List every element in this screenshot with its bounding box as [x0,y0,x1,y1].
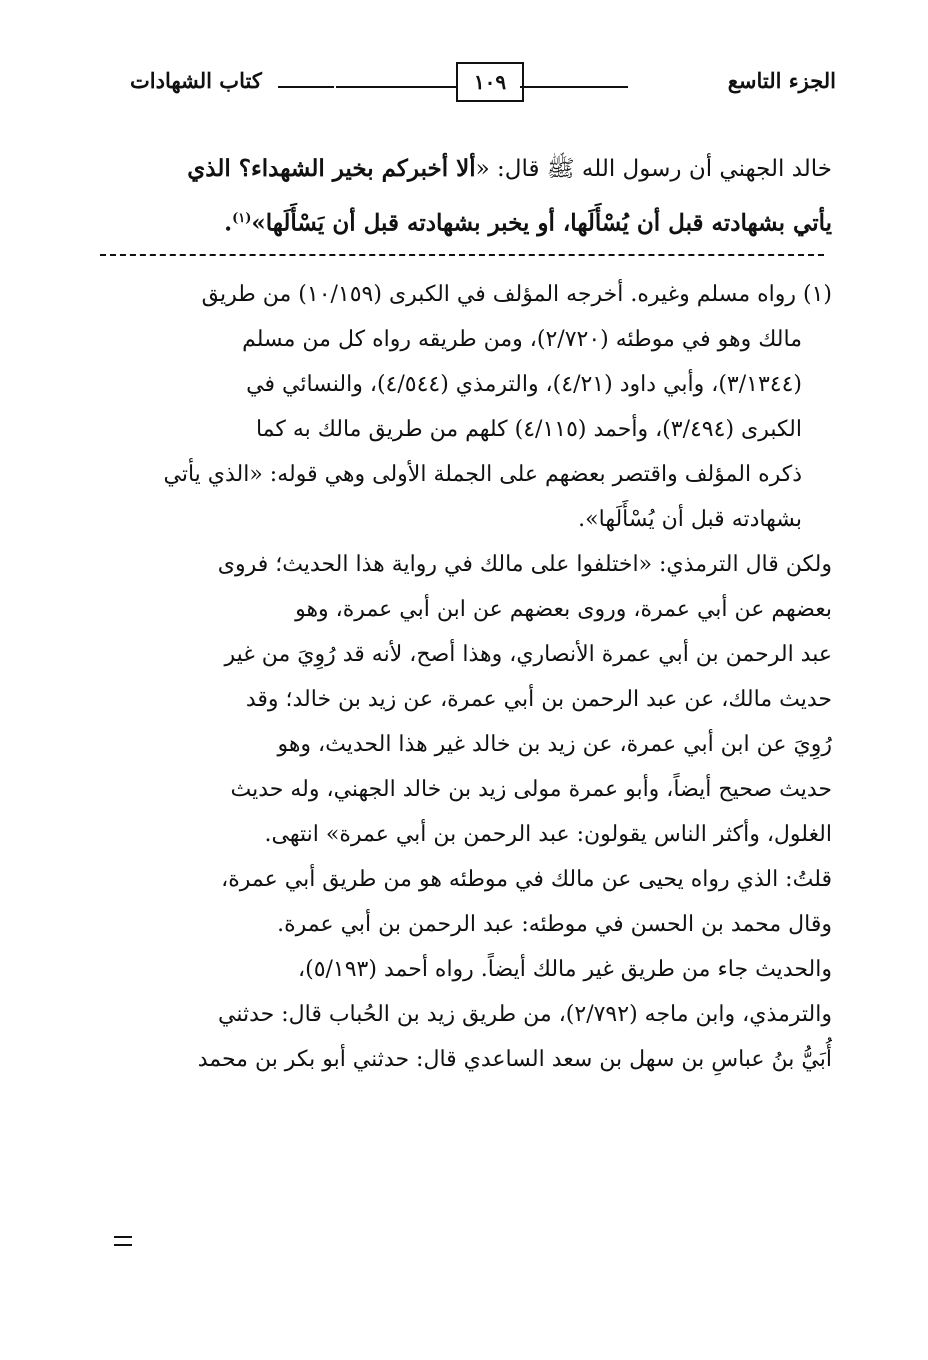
footnote-line: عبد الرحمن بن أبي عمرة الأنصاري، وهذا أصح، لأنه قد رُوِيَ من غير [224,642,832,667]
footnote-line: حديث مالك، عن عبد الرحمن بن أبي عمرة، عن زيد بن خالد؛ وقد [245,687,832,712]
full-stop: . [224,209,233,237]
footnote-line: الغلول، وأكثر الناس يقولون: عبد الرحمن بن أبي عمرة» انتهى. [264,822,832,847]
footnote-line: والحديث جاء من طريق غير مالك أيضاً. رواه أحمد (٥/١٩٣)، [298,957,832,982]
main-text [120,144,832,244]
page-number: ١٠٩ [456,62,524,102]
footnote-line: أُبَيُّ بنُ عباسِ بن سهل بن سعد الساعدي قال: حدثني أبو بكر بن محمد [197,1047,832,1072]
header-rule-left [336,86,456,88]
footnote-line: قلتُ: الذي رواه يحيى عن مالك في موطئه هو من طريق أبي عمرة، [221,867,832,892]
page-header [118,60,836,104]
footnote-ref: (١) [232,211,252,226]
book-part-label: الجزء التاسع [727,68,836,93]
closing-quote: » [251,209,266,237]
header-rule-title [278,86,334,88]
footnote-line: وقال محمد بن الحسن في موطئه: عبد الرحمن بن أبي عمرة. [277,912,832,937]
footnote-line: ولكن قال الترمذي: «اختلفوا على مالك في رواية هذا الحديث؛ فروى [217,552,832,577]
hadith-quote-start: ألا أخبركم بخير الشهداء؟ الذي [187,155,476,182]
footnote-line: حديث صحيح أيضاً، وأبو عمرة مولى زيد بن خالد الجهني، وله حديث [230,777,832,802]
chapter-title: كتاب الشهادات [130,68,262,93]
main-line-1 [120,144,832,194]
footnote-line: والترمذي، وابن ماجه (٢/٧٩٢)، من طريق زيد بن الحُباب قال: حدثني [218,1002,832,1027]
footnote-line: (١) رواه مسلم وغيره. أخرجه المؤلف في الكبرى (١٠/١٥٩) من طريق [201,282,832,307]
main-line-2 [120,194,832,244]
footnotes [120,272,832,1082]
footnote-line: ذكره المؤلف واقتصر بعضهم على الجملة الأولى وهي قوله: «الذي يأتي [163,462,802,487]
hadith-quote-end: يأتي بشهادته قبل أن يُسْأَلَها، أو يخبر بشهادته قبل أن يَسْأَلَها [265,209,832,237]
footnote-line: بعضهم عن أبي عمرة، وروى بعضهم عن ابن أبي عمرة، وهو [295,597,832,622]
footnote-line: مالك وهو في موطئه (٢/٧٢٠)، ومن طريقه رواه كل من مسلم [242,327,802,352]
footnote-line: بشهادته قبل أن يُسْأَلَها». [578,507,802,532]
footnote-separator [100,254,824,256]
header-rule-right [520,86,628,88]
main-line-1-intro: خالد الجهني أن رسول الله ﷺ قال: « [475,156,832,182]
footnote-line: الكبرى (٣/٤٩٤)، وأحمد (٤/١١٥) كلهم من طريق مالك به كما [255,417,802,442]
footnote-line: رُوِيَ عن ابن أبي عمرة، عن زيد بن خالد غير هذا الحديث، وهو [277,732,832,757]
continuation-mark [114,1236,132,1246]
footnote-line: (٣/١٣٤٤)، وأبي داود (٤/٢١)، والترمذي (٤/٥٤٤)، والنسائي في [246,372,802,397]
